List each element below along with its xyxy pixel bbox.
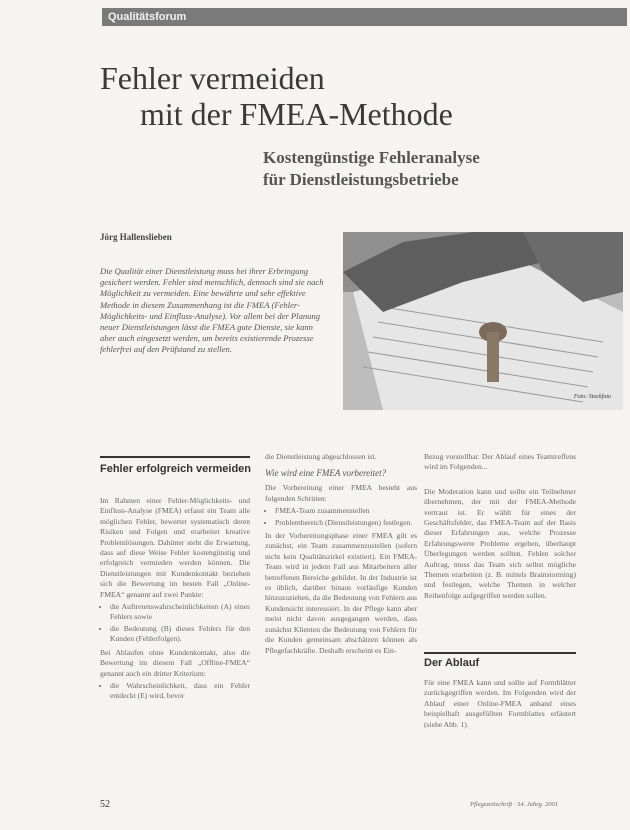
page-number: 52: [100, 799, 110, 810]
bullet-list: [265, 506, 417, 528]
author: Jörg Hallenslieben: [100, 232, 172, 242]
paragraph: die Dienstleistung abgeschlossen ist.: [265, 452, 377, 461]
section-tag: Qualitätsforum: [102, 8, 627, 26]
lead-paragraph: Die Qualität einer Dienstleistung muss bei ihrer Erbringung gesichert werden. Fehler sind menschlich, dennoch sind sie nach Möglichkeit zu vermeiden. Eine bewährte und sehr effektive Methode in diesem Zusammenhang ist die FMEA (Fehler-Möglichkeits- und Einfluss-Analyse). Vor allem bei der Planung neuer Dienstleistungen lässt die FMEA gute Dienste, sie kann aber auch eingesetzt werden, um bereits existierende Prozesse fehlerfrei auf den Prüfstand zu stellen.: [100, 266, 324, 355]
article-subtitle-line-2: für Dienstleistungsbetriebe: [263, 170, 459, 189]
paragraph: Bezug vorstellbar. Der Ablauf eines Teamtreffens wird im Folgenden...: [424, 452, 576, 472]
article-subtitle-line-1: Kostengünstige Fehleranalyse: [263, 148, 480, 167]
list-item: • die Wahrscheinlichkeit, dass ein Fehler entdeckt (E) wird, bevor: [110, 681, 250, 702]
section-heading-ablauf: Der Ablauf: [424, 657, 480, 669]
text-column-3: [424, 452, 576, 601]
paragraph: In der Vorbereitungsphase einer FMEA gilt es zunächst, ein Team zusammenzustellen (sofern nicht kein Qualitätszirkel existiert). Ein FMEA-Team wird in jedem Fall aus Mitarbeitern aller betroffenen Bereiche gebildet. In der Industrie ist es üblich, darüber hinaus vorläufige Kunden hinzuzuziehen, da die Bedeutung von Fehlern aus Kundensicht interessiert. In der Pflege kann aber meist nicht davon ausgegangen werden, dass zunächst Klienten die Bedeutung von Fehlern für die Kunden gemeinsam abschätzen können als Pflegefachkräfte. Deshalb erscheint es Ein-: [265, 531, 417, 655]
list-item: • die Auftretenswahrscheinlichkeiten (A) eines Fehlers sowie: [110, 602, 250, 623]
paragraph: Im Rahmen einer Fehler-Möglichkeits- und Einfluss-Analyse (FMEA) erfasst ein Team alle möglichen Fehler, bewertet systematisch deren Risiken und Folgen und erarbeitet kreative Problemlösungen. Dahinter steht die Erwartung, dass auf diese Weise Fehler kostengünstig und erfolgreich vermieden werden können. Die Dienstleistungen mit Kundenkontakt beziehen sich die Bewertung im besten Fall „Online-FMEA“ genannt auf zwei Punkte:: [100, 496, 250, 599]
bullet-list: [100, 602, 250, 645]
journal-footer: Pflegezeitschrift · 54. Jahrg. 2001: [470, 801, 559, 808]
paragraph: Für eine FMEA kann und sollte auf Formblätter zurückgegriffen werden. Im Folgenden wird der Ablauf einer Online-FMEA anhand eines beispielhaft ausgefüllten Formblattes erläutert (siehe Abb. 1).: [424, 678, 576, 729]
section-rule: [100, 456, 250, 458]
text-column-2: [265, 452, 417, 656]
list-item: • Problembereich (Dienstleistungen) festlegen.: [275, 518, 417, 528]
photo-credit: Foto: Stockfoto: [573, 394, 611, 400]
subheading-fmea-vorbereitet: Wie wird eine FMEA vorbereitet?: [265, 468, 387, 479]
section-rule: [424, 652, 576, 654]
article-title-line-1: Fehler vermeiden: [100, 60, 325, 96]
section-heading-fehler: Fehler erfolgreich vermeiden: [100, 463, 251, 475]
text-column-3-lower: [424, 678, 576, 730]
article-title-line-2: mit der FMEA-Methode: [140, 96, 453, 132]
paragraph: Bei Ablaufen ohne Kundenkontakt, also die Bewertung im diesem Fall „Offline-FMEA“ genannt auch ein dritter Kriterium:: [100, 647, 250, 678]
text-column-1: [100, 496, 250, 705]
paragraph: Die Moderation kann und sollte ein Teilnehmer übernehmen, der mit der FMEA-Methode vertraut ist. Er wählt für eines der Geschäftsfelder, das FMEA-Team auf der Basis dieser Erfahrungen aus, welche Prozesse Erfahrungswerte Probleme ergeben, überhaupt Überlegungen werden sollten. Fehlen solcher Auftrag, muss das Team sich selbst mögliche Themen erarbeiten (z. B. mittels Brainstorming) und festlegen, welche Themen in welcher Reihenfolge aufgegriffen werden sollen.: [424, 486, 576, 600]
list-item: • FMEA-Team zusammenstellen: [275, 506, 417, 516]
photo-illustration: [343, 232, 623, 410]
list-item: • die Bedeutung (B) dieses Fehlers für den Kunden (Fehlerfolgen).: [110, 624, 250, 645]
paragraph: Die Vorbereitung einer FMEA besteht aus folgenden Schritten:: [265, 483, 417, 503]
article-photo: [343, 232, 623, 410]
bullet-list: [100, 681, 250, 702]
